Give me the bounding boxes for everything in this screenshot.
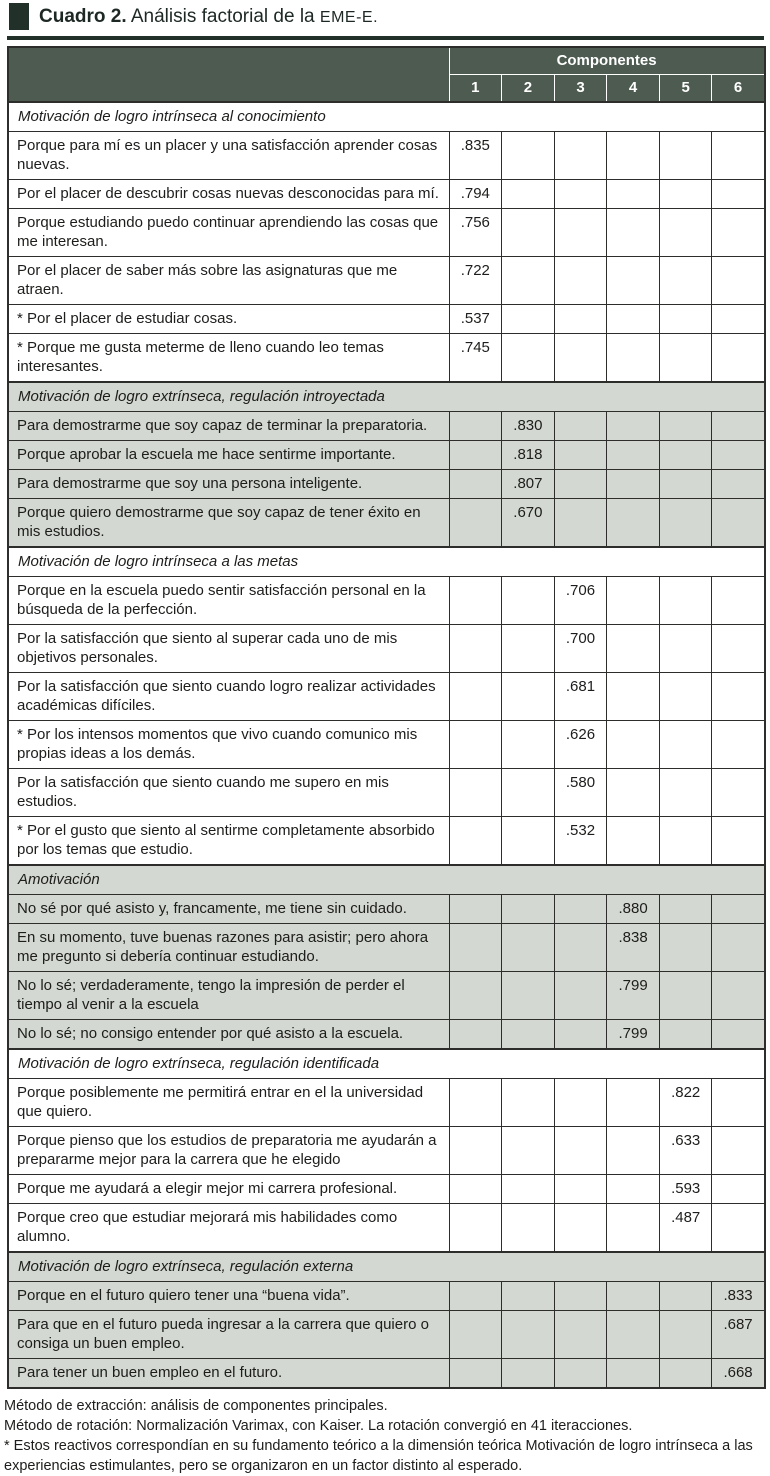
footnote-rotation-method: Método de rotación: Normalización Varimax, con Kaiser. La rotación convergió en 41 iteracciones.: [4, 1418, 633, 1434]
item-text: Porque quiero demostrarme que soy capaz de tener éxito en mis estudios.: [8, 499, 449, 548]
item-text: Por el placer de descubrir cosas nuevas desconocidas para mí.: [8, 180, 449, 209]
empty-cell: [502, 625, 555, 673]
empty-cell: [554, 412, 607, 441]
table-header: [8, 47, 765, 102]
empty-cell: [659, 895, 712, 924]
empty-cell: [554, 209, 607, 257]
item-row: [8, 305, 765, 334]
loading-value-cell: .799: [607, 972, 660, 1020]
empty-cell: [659, 1020, 712, 1050]
empty-cell: [712, 673, 765, 721]
empty-cell: [502, 1079, 555, 1127]
empty-cell: [502, 1127, 555, 1175]
section-header-row: [8, 865, 765, 895]
empty-cell: [659, 1359, 712, 1389]
empty-cell: [607, 1204, 660, 1253]
empty-cell: [712, 1175, 765, 1204]
empty-cell: [712, 257, 765, 305]
caption-text: [39, 3, 378, 31]
loading-value-cell: .668: [712, 1359, 765, 1389]
empty-cell: [659, 257, 712, 305]
empty-cell: [712, 1204, 765, 1253]
item-text: Para demostrarme que soy una persona inteligente.: [8, 470, 449, 499]
empty-cell: [659, 499, 712, 548]
empty-cell: [502, 895, 555, 924]
empty-cell: [502, 721, 555, 769]
loading-value-cell: .580: [554, 769, 607, 817]
loading-value-cell: .537: [449, 305, 502, 334]
empty-cell: [659, 721, 712, 769]
empty-cell: [659, 924, 712, 972]
item-row: [8, 577, 765, 625]
empty-cell: [554, 257, 607, 305]
item-text: Por la satisfacción que siento cuando me supero en mis estudios.: [8, 769, 449, 817]
empty-cell: [712, 972, 765, 1020]
empty-cell: [659, 769, 712, 817]
item-row: [8, 924, 765, 972]
component-column-header-5: 5: [659, 75, 712, 103]
empty-cell: [607, 577, 660, 625]
empty-cell: [712, 441, 765, 470]
empty-cell: [659, 673, 712, 721]
loading-value-cell: .706: [554, 577, 607, 625]
empty-cell: [712, 499, 765, 548]
item-row: [8, 1175, 765, 1204]
empty-cell: [712, 577, 765, 625]
loading-value-cell: .880: [607, 895, 660, 924]
empty-cell: [712, 721, 765, 769]
empty-cell: [502, 972, 555, 1020]
empty-cell: [554, 1127, 607, 1175]
item-text: * Por el placer de estudiar cosas.: [8, 305, 449, 334]
empty-cell: [449, 769, 502, 817]
empty-cell: [449, 499, 502, 548]
item-row: [8, 1204, 765, 1253]
empty-cell: [554, 470, 607, 499]
empty-cell: [502, 769, 555, 817]
item-row: [8, 470, 765, 499]
empty-cell: [712, 209, 765, 257]
empty-cell: [554, 499, 607, 548]
item-row: [8, 1311, 765, 1359]
empty-cell: [502, 1311, 555, 1359]
empty-cell: [607, 470, 660, 499]
empty-cell: [659, 577, 712, 625]
section-header-row: [8, 1049, 765, 1079]
empty-cell: [712, 132, 765, 180]
empty-cell: [607, 334, 660, 383]
item-row: [8, 625, 765, 673]
section-label: Motivación de logro extrínseca, regulación identificada: [8, 1049, 765, 1079]
footnote-extraction-method: Método de extracción: análisis de componentes principales.: [4, 1398, 388, 1414]
empty-cell: [712, 180, 765, 209]
empty-cell: [607, 1079, 660, 1127]
loading-value-cell: .487: [659, 1204, 712, 1253]
item-text: * Por los intensos momentos que vivo cuando comunico mis propias ideas a los demás.: [8, 721, 449, 769]
loading-value-cell: .687: [712, 1311, 765, 1359]
empty-cell: [449, 577, 502, 625]
item-row: [8, 257, 765, 305]
item-row: [8, 499, 765, 548]
empty-cell: [554, 1204, 607, 1253]
item-row: [8, 1282, 765, 1311]
empty-cell: [502, 1175, 555, 1204]
item-row: [8, 972, 765, 1020]
empty-cell: [607, 673, 660, 721]
empty-cell: [712, 924, 765, 972]
item-text: Porque en el futuro quiero tener una “buena vida”.: [8, 1282, 449, 1311]
factor-analysis-table: [7, 46, 766, 1389]
empty-cell: [449, 441, 502, 470]
empty-cell: [712, 769, 765, 817]
loading-value-cell: .745: [449, 334, 502, 383]
empty-cell: [502, 924, 555, 972]
empty-cell: [607, 721, 660, 769]
empty-cell: [712, 895, 765, 924]
empty-cell: [554, 334, 607, 383]
empty-cell: [659, 180, 712, 209]
empty-cell: [449, 673, 502, 721]
item-text: Porque aprobar la escuela me hace sentirme importante.: [8, 441, 449, 470]
empty-cell: [607, 1282, 660, 1311]
caption-acronym: EME-E.: [319, 9, 379, 26]
empty-cell: [502, 1359, 555, 1389]
section-header-row: [8, 102, 765, 132]
header-group-row: [8, 47, 765, 75]
empty-cell: [659, 334, 712, 383]
item-text: Porque posiblemente me permitirá entrar en el la universidad que quiero.: [8, 1079, 449, 1127]
empty-cell: [449, 817, 502, 866]
section-header-row: [8, 1252, 765, 1282]
item-text: Porque creo que estudiar mejorará mis habilidades como alumno.: [8, 1204, 449, 1253]
empty-cell: [607, 441, 660, 470]
section-label: Motivación de logro intrínseca al conocimiento: [8, 102, 765, 132]
empty-cell: [607, 305, 660, 334]
loading-value-cell: .794: [449, 180, 502, 209]
item-row: [8, 895, 765, 924]
empty-cell: [502, 1020, 555, 1050]
section-header-row: [8, 547, 765, 577]
empty-cell: [607, 412, 660, 441]
empty-cell: [712, 1020, 765, 1050]
empty-cell: [554, 1282, 607, 1311]
loading-value-cell: .626: [554, 721, 607, 769]
component-column-header-4: 4: [607, 75, 660, 103]
item-text: * Porque me gusta meterme de lleno cuando leo temas interesantes.: [8, 334, 449, 383]
empty-cell: [607, 1311, 660, 1359]
item-row: [8, 673, 765, 721]
item-row: [8, 721, 765, 769]
empty-cell: [659, 1311, 712, 1359]
empty-cell: [607, 180, 660, 209]
item-row: [8, 817, 765, 866]
empty-cell: [554, 1175, 607, 1204]
empty-cell: [607, 257, 660, 305]
empty-cell: [659, 470, 712, 499]
components-group-header: Componentes: [449, 47, 765, 75]
empty-cell: [449, 1359, 502, 1389]
footnotes: [4, 1396, 764, 1476]
loading-value-cell: .822: [659, 1079, 712, 1127]
item-text: Porque en la escuela puedo sentir satisfacción personal en la búsqueda de la perfección.: [8, 577, 449, 625]
footnote-asterisk-note: * Estos reactivos correspondían en su fundamento teórico a la dimensión teórica Motivación de logro intrínseca a las experiencias estimulantes, pero se organizaron en un factor distinto al esperado.: [4, 1438, 753, 1474]
empty-cell: [554, 1311, 607, 1359]
empty-cell: [554, 132, 607, 180]
item-row: [8, 1020, 765, 1050]
item-text: En su momento, tuve buenas razones para asistir; pero ahora me pregunto si debería continuar estudiando.: [8, 924, 449, 972]
component-column-header-2: 2: [502, 75, 555, 103]
item-text: No lo sé; no consigo entender por qué asisto a la escuela.: [8, 1020, 449, 1050]
section-label: Motivación de logro intrínseca a las metas: [8, 547, 765, 577]
empty-cell: [449, 1311, 502, 1359]
item-row: [8, 441, 765, 470]
empty-cell: [659, 412, 712, 441]
empty-cell: [712, 1079, 765, 1127]
item-row: [8, 1079, 765, 1127]
item-row: [8, 209, 765, 257]
loading-value-cell: .722: [449, 257, 502, 305]
empty-cell: [449, 1020, 502, 1050]
empty-cell: [554, 180, 607, 209]
empty-cell: [659, 972, 712, 1020]
empty-cell: [607, 499, 660, 548]
empty-cell: [502, 817, 555, 866]
empty-cell: [607, 625, 660, 673]
table-caption: [0, 0, 770, 31]
empty-cell: [554, 441, 607, 470]
empty-cell: [502, 1282, 555, 1311]
item-text: Porque estudiando puedo continuar aprendiendo las cosas que me interesan.: [8, 209, 449, 257]
empty-cell: [554, 1359, 607, 1389]
empty-cell: [554, 1020, 607, 1050]
loading-value-cell: .532: [554, 817, 607, 866]
item-text: Porque para mí es un placer y una satisfacción aprender cosas nuevas.: [8, 132, 449, 180]
caption-divider-rule: [7, 36, 764, 40]
empty-cell: [502, 1204, 555, 1253]
loading-value-cell: .830: [502, 412, 555, 441]
empty-cell: [607, 132, 660, 180]
empty-cell: [449, 721, 502, 769]
loading-value-cell: .633: [659, 1127, 712, 1175]
item-text: No sé por qué asisto y, francamente, me tiene sin cuidado.: [8, 895, 449, 924]
empty-cell: [712, 817, 765, 866]
loading-value-cell: .670: [502, 499, 555, 548]
component-column-header-6: 6: [712, 75, 765, 103]
item-text: Porque pienso que los estudios de preparatoria me ayudarán a prepararme mejor para la carrera que he elegido: [8, 1127, 449, 1175]
empty-cell: [554, 305, 607, 334]
empty-cell: [607, 817, 660, 866]
empty-cell: [712, 412, 765, 441]
item-row: [8, 1359, 765, 1389]
empty-cell: [449, 1175, 502, 1204]
item-text: Por la satisfacción que siento al superar cada uno de mis objetivos personales.: [8, 625, 449, 673]
empty-cell: [502, 577, 555, 625]
empty-cell: [449, 1282, 502, 1311]
empty-cell: [659, 441, 712, 470]
empty-cell: [607, 209, 660, 257]
empty-cell: [659, 817, 712, 866]
empty-cell: [554, 1079, 607, 1127]
item-text: Porque me ayudará a elegir mejor mi carrera profesional.: [8, 1175, 449, 1204]
empty-cell: [449, 972, 502, 1020]
empty-cell: [449, 470, 502, 499]
empty-cell: [659, 132, 712, 180]
loading-value-cell: .700: [554, 625, 607, 673]
empty-cell: [449, 412, 502, 441]
item-row: [8, 132, 765, 180]
item-text: No lo sé; verdaderamente, tengo la impresión de perder el tiempo al venir a la escuela: [8, 972, 449, 1020]
caption-label: Cuadro 2.: [39, 6, 127, 27]
section-label: Amotivación: [8, 865, 765, 895]
empty-cell: [712, 625, 765, 673]
empty-cell: [607, 1175, 660, 1204]
loading-value-cell: .838: [607, 924, 660, 972]
empty-cell: [554, 924, 607, 972]
empty-cell: [502, 334, 555, 383]
empty-cell: [502, 257, 555, 305]
empty-cell: [712, 334, 765, 383]
empty-cell: [502, 209, 555, 257]
item-row: [8, 180, 765, 209]
loading-value-cell: .756: [449, 209, 502, 257]
loading-value-cell: .799: [607, 1020, 660, 1050]
empty-cell: [502, 180, 555, 209]
item-text: Para tener un buen empleo en el futuro.: [8, 1359, 449, 1389]
empty-cell: [659, 305, 712, 334]
loading-value-cell: .833: [712, 1282, 765, 1311]
empty-cell: [502, 673, 555, 721]
item-text: Para que en el futuro pueda ingresar a la carrera que quiero o consiga un buen empleo.: [8, 1311, 449, 1359]
empty-cell: [659, 209, 712, 257]
empty-cell: [502, 305, 555, 334]
empty-cell: [712, 1127, 765, 1175]
empty-cell: [659, 625, 712, 673]
empty-cell: [449, 1127, 502, 1175]
item-text: Por el placer de saber más sobre las asignaturas que me atraen.: [8, 257, 449, 305]
item-text: * Por el gusto que siento al sentirme completamente absorbido por los temas que estudio.: [8, 817, 449, 866]
item-row: [8, 334, 765, 383]
loading-value-cell: .807: [502, 470, 555, 499]
section-header-row: [8, 382, 765, 412]
empty-cell: [659, 1282, 712, 1311]
caption-accent-square: [9, 3, 29, 30]
empty-cell: [449, 1079, 502, 1127]
empty-cell: [607, 769, 660, 817]
empty-cell: [554, 895, 607, 924]
component-column-header-3: 3: [554, 75, 607, 103]
empty-cell: [712, 305, 765, 334]
item-row: [8, 412, 765, 441]
table-body: [8, 102, 765, 1388]
empty-cell: [449, 625, 502, 673]
caption-title: Análisis factorial de la: [130, 6, 315, 27]
item-row: [8, 1127, 765, 1175]
item-row: [8, 769, 765, 817]
empty-cell: [712, 470, 765, 499]
stub-header-cell: [8, 47, 449, 102]
item-text: Por la satisfacción que siento cuando logro realizar actividades académicas difíciles.: [8, 673, 449, 721]
loading-value-cell: .818: [502, 441, 555, 470]
component-column-header-1: 1: [449, 75, 502, 103]
section-label: Motivación de logro extrínseca, regulación externa: [8, 1252, 765, 1282]
empty-cell: [607, 1359, 660, 1389]
empty-cell: [449, 924, 502, 972]
empty-cell: [554, 972, 607, 1020]
empty-cell: [449, 895, 502, 924]
empty-cell: [502, 132, 555, 180]
loading-value-cell: .593: [659, 1175, 712, 1204]
section-label: Motivación de logro extrínseca, regulación introyectada: [8, 382, 765, 412]
empty-cell: [607, 1127, 660, 1175]
loading-value-cell: .835: [449, 132, 502, 180]
item-text: Para demostrarme que soy capaz de terminar la preparatoria.: [8, 412, 449, 441]
empty-cell: [449, 1204, 502, 1253]
loading-value-cell: .681: [554, 673, 607, 721]
